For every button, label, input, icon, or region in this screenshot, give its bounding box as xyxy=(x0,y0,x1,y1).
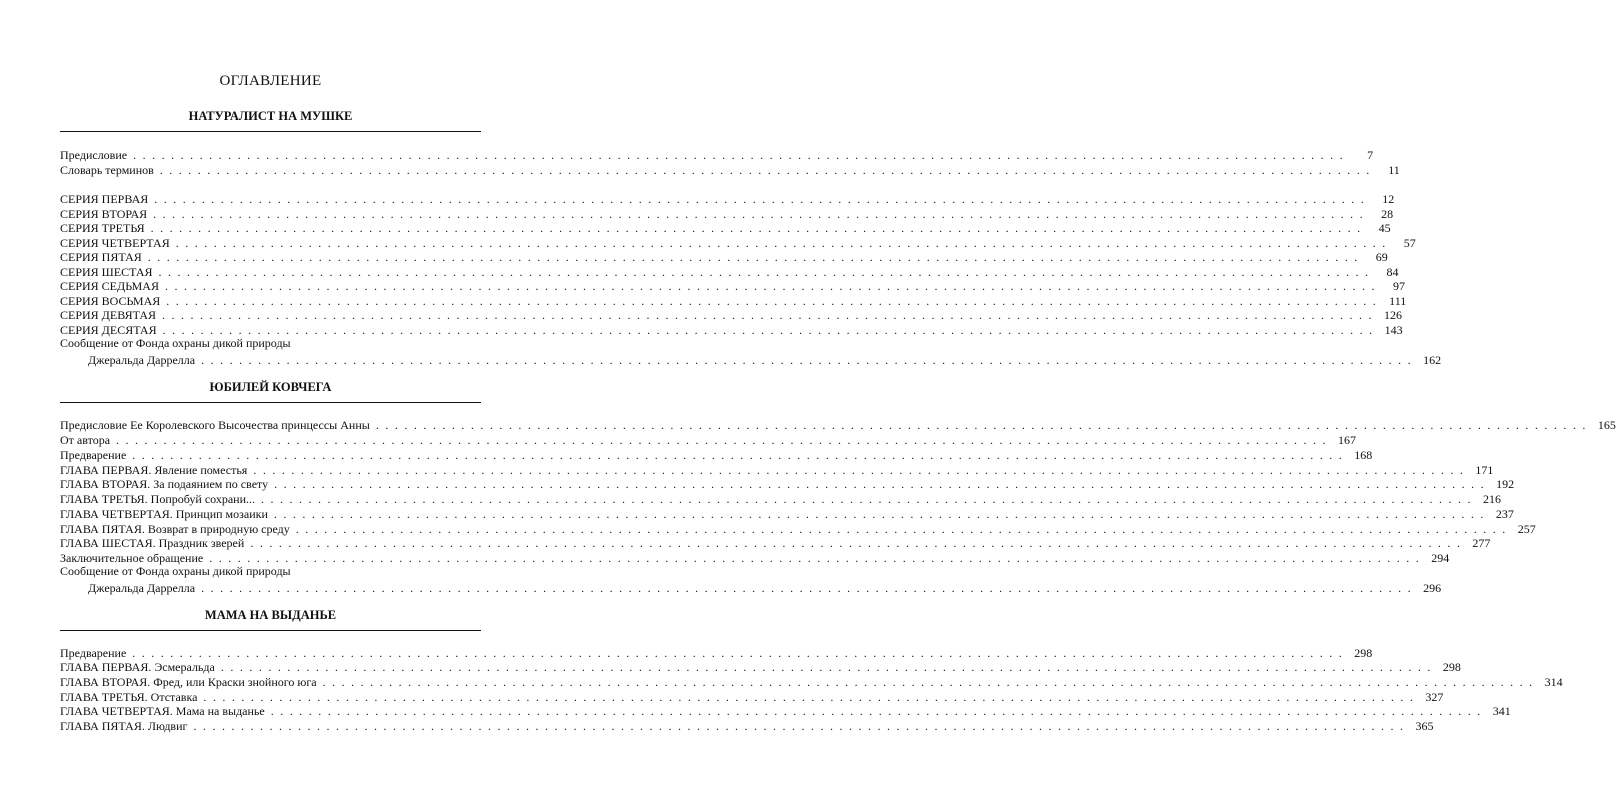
toc-leader-dots: ................................................................................................................................ xyxy=(162,308,1379,322)
toc-leader-dots: ................................................................................................................................ xyxy=(220,660,1437,674)
toc-entry[interactable] xyxy=(60,673,1563,689)
section-divider xyxy=(60,402,481,403)
toc-entry-label: Предварение xyxy=(60,448,127,462)
toc-leader-dots: ................................................................................................................................ xyxy=(116,433,1333,447)
toc-entry[interactable] xyxy=(60,161,1400,177)
toc-entry[interactable] xyxy=(60,717,1434,733)
toc-entry-label: СЕРИЯ ТРЕТЬЯ xyxy=(60,221,145,235)
toc-page-number: 7 xyxy=(1367,148,1374,162)
toc-entry[interactable] xyxy=(60,549,1450,565)
toc-entry[interactable] xyxy=(60,306,1403,322)
toc-entry[interactable] xyxy=(88,579,1442,595)
toc-page-number: 11 xyxy=(1388,163,1400,177)
toc-title: ОГЛАВЛЕНИЕ xyxy=(219,73,322,89)
toc-entry-label: Словарь терминов xyxy=(60,163,154,177)
toc-leader-dots: ................................................................................................................................ xyxy=(274,477,1491,491)
toc-entry[interactable] xyxy=(60,564,481,580)
toc-entry[interactable] xyxy=(60,416,1616,432)
toc-page-number: 257 xyxy=(1517,522,1536,536)
toc-page-number: 12 xyxy=(1382,192,1395,206)
toc-page-number: 162 xyxy=(1423,353,1442,367)
toc-leader-dots: ................................................................................................................................ xyxy=(270,704,1487,718)
toc-entry-label: СЕРИЯ ПЕРВАЯ xyxy=(60,192,149,206)
toc-leader-dots: ................................................................................................................................ xyxy=(201,353,1418,367)
toc-entry[interactable] xyxy=(60,534,1491,550)
toc-entry[interactable] xyxy=(60,248,1388,264)
toc-entry-label: ГЛАВА ЧЕТВЕРТАЯ. Принцип мозаики xyxy=(60,507,268,521)
toc-leader-dots: ................................................................................................................................ xyxy=(201,581,1418,595)
section-divider xyxy=(60,630,481,631)
toc-leader-dots: ................................................................................................................................ xyxy=(162,323,1379,337)
toc-page-number: 216 xyxy=(1483,492,1502,506)
toc-entry[interactable] xyxy=(60,475,1515,491)
toc-entry[interactable] xyxy=(60,702,1511,718)
toc-leader-dots: ................................................................................................................................ xyxy=(175,236,1392,250)
toc-page-number: 168 xyxy=(1354,448,1373,462)
toc-entry[interactable] xyxy=(60,321,1403,337)
toc-leader-dots: ................................................................................................................................ xyxy=(132,448,1349,462)
toc-entry[interactable] xyxy=(88,351,1442,367)
toc-leader-dots: ................................................................................................................................ xyxy=(209,551,1426,565)
toc-leader-dots: ................................................................................................................................ xyxy=(203,690,1420,704)
toc-leader-dots: ................................................................................................................................ xyxy=(164,279,1381,293)
toc-entry-label: СЕРИЯ ВТОРАЯ xyxy=(60,207,148,221)
toc-entry-label: Джеральда Даррелла xyxy=(88,353,196,367)
toc-page-number: 97 xyxy=(1392,279,1405,293)
toc-page-number: 314 xyxy=(1544,675,1563,689)
toc-leader-dots: ................................................................................................................................ xyxy=(154,192,1371,206)
toc-page-number: 57 xyxy=(1403,236,1416,250)
toc-entry-label: Сообщение от Фонда охраны дикой природы xyxy=(60,336,291,350)
toc-entry-label: СЕРИЯ ШЕСТАЯ xyxy=(60,265,153,279)
toc-entry-label: СЕРИЯ СЕДЬМАЯ xyxy=(60,279,159,293)
toc-entry-label: Заключительное обращение xyxy=(60,551,204,565)
toc-entry-label: СЕРИЯ ДЕСЯТАЯ xyxy=(60,323,157,337)
toc-entry[interactable] xyxy=(60,277,1405,293)
toc-entry-label: ГЛАВА ВТОРАЯ. Фред, или Краски знойного юга xyxy=(60,675,317,689)
toc-entry[interactable] xyxy=(60,658,1461,674)
toc-entry-label: Сообщение от Фонда охраны дикой природы xyxy=(60,564,291,578)
toc-leader-dots: ................................................................................................................................ xyxy=(147,250,1364,264)
toc-entry-label: Предварение xyxy=(60,646,127,660)
toc-entry-label: ГЛАВА ЧЕТВЕРТАЯ. Мама на выданье xyxy=(60,704,265,718)
toc-entry[interactable] xyxy=(60,490,1502,506)
toc-page-number: 341 xyxy=(1492,704,1511,718)
toc-page-number: 167 xyxy=(1338,433,1357,447)
toc-entry-label: ГЛАВА ПЯТАЯ. Возврат в природную среду xyxy=(60,522,290,536)
toc-entry[interactable] xyxy=(60,190,1395,206)
toc-leader-dots: ................................................................................................................................ xyxy=(132,646,1349,660)
toc-page-number: 28 xyxy=(1381,207,1394,221)
toc-leader-dots: ................................................................................................................................ xyxy=(253,463,1470,477)
toc-page-number: 171 xyxy=(1475,463,1494,477)
toc-entry[interactable] xyxy=(60,219,1391,235)
toc-page-number: 111 xyxy=(1389,294,1407,308)
section-title: МАМА НА ВЫДАНЬЕ xyxy=(204,608,337,622)
toc-entry-label: СЕРИЯ ДЕВЯТАЯ xyxy=(60,308,157,322)
toc-entry-label: Предисловие Ее Королевского Высочества принцессы Анны xyxy=(60,418,370,432)
toc-page-number: 84 xyxy=(1386,265,1399,279)
toc-entry-label: ГЛАВА ВТОРАЯ. За подаянием по свету xyxy=(60,477,269,491)
toc-page-number: 296 xyxy=(1423,581,1442,595)
toc-entry[interactable] xyxy=(60,146,1374,162)
toc-page-number: 192 xyxy=(1496,477,1515,491)
toc-entry[interactable] xyxy=(60,336,481,352)
toc-entry[interactable] xyxy=(60,446,1373,462)
toc-entry[interactable] xyxy=(60,505,1514,521)
toc-leader-dots: ................................................................................................................................ xyxy=(159,163,1376,177)
toc-page-number: 277 xyxy=(1472,536,1491,550)
toc-entry-label: Предисловие xyxy=(60,148,128,162)
toc-page-number: 165 xyxy=(1597,418,1616,432)
section-divider xyxy=(60,131,481,132)
toc-leader-dots: ................................................................................................................................ xyxy=(375,418,1592,432)
toc-entry-label: ГЛАВА ПЕРВАЯ. Явление поместья xyxy=(60,463,248,477)
toc-entry-label: Джеральда Даррелла xyxy=(88,581,196,595)
section-title: ЮБИЛЕЙ КОВЧЕГА xyxy=(209,380,332,394)
toc-page-number: 298 xyxy=(1354,646,1373,660)
toc-entry-label: ГЛАВА ШЕСТАЯ. Праздник зверей xyxy=(60,536,245,550)
toc-entry-label: От автора xyxy=(60,433,111,447)
toc-leader-dots: ................................................................................................................................ xyxy=(133,148,1350,162)
toc-leader-dots: ................................................................................................................................ xyxy=(193,719,1410,733)
toc-entry-label: ГЛАВА ТРЕТЬЯ. Отставка xyxy=(60,690,198,704)
toc-leader-dots: ................................................................................................................................ xyxy=(153,207,1370,221)
toc-entry-label: ГЛАВА ПЯТАЯ. Людвиг xyxy=(60,719,188,733)
toc-entry-label: СЕРИЯ ПЯТАЯ xyxy=(60,250,142,264)
toc-page-number: 237 xyxy=(1495,507,1514,521)
toc-page-number: 69 xyxy=(1375,250,1388,264)
toc-entry-label: СЕРИЯ ЧЕТВЕРТАЯ xyxy=(60,236,170,250)
toc-leader-dots: ................................................................................................................................ xyxy=(273,507,1490,521)
toc-leader-dots: ................................................................................................................................ xyxy=(295,522,1512,536)
toc-leader-dots: ................................................................................................................................ xyxy=(322,675,1539,689)
toc-entry[interactable] xyxy=(60,431,1357,447)
toc-leader-dots: ................................................................................................................................ xyxy=(250,536,1467,550)
toc-leader-dots: ................................................................................................................................ xyxy=(166,294,1383,308)
toc-page-number: 126 xyxy=(1384,308,1403,322)
toc-page-number: 45 xyxy=(1378,221,1391,235)
toc-leader-dots: ................................................................................................................................ xyxy=(158,265,1375,279)
toc-leader-dots: ................................................................................................................................ xyxy=(261,492,1478,506)
toc-entry-label: ГЛАВА ТРЕТЬЯ. Попробуй сохрани... xyxy=(60,492,256,506)
toc-entry-label: СЕРИЯ ВОСЬМАЯ xyxy=(60,294,161,308)
toc-page-number: 327 xyxy=(1425,690,1444,704)
toc-page-number: 294 xyxy=(1431,551,1450,565)
toc-page-number: 143 xyxy=(1384,323,1403,337)
toc-leader-dots: ................................................................................................................................ xyxy=(150,221,1367,235)
toc-entry-label: ГЛАВА ПЕРВАЯ. Эсмеральда xyxy=(60,660,215,674)
toc-page-number: 298 xyxy=(1442,660,1461,674)
section-title: НАТУРАЛИСТ НА МУШКЕ xyxy=(188,109,353,123)
toc-page-number: 365 xyxy=(1415,719,1434,733)
